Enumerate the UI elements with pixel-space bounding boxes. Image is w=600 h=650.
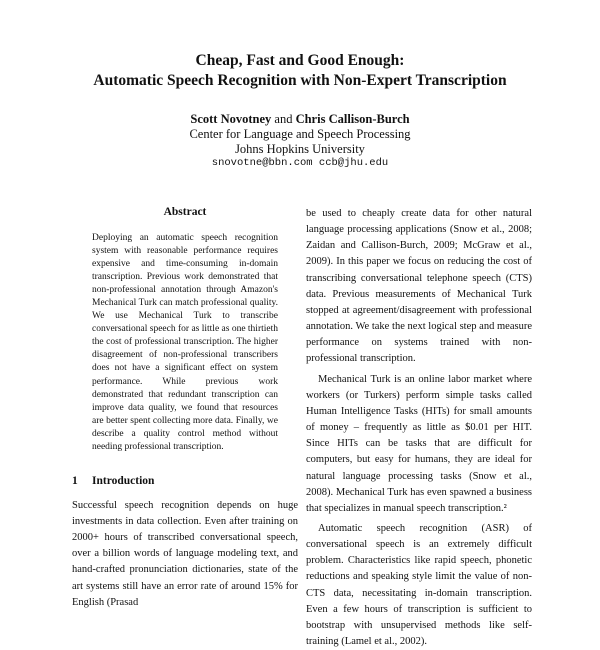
intro-paragraph-1: Successful speech recognition depends on huge investments in data collection. Even after training on 2000+ hours of transcribed conversational speech, over a billion words of language modeling text, and hand-crafted pronunciation dictionaries, state of the art systems still have an error rate of around 15% for English (Prasad <box>72 499 298 608</box>
author-2: Chris Callison-Burch <box>295 112 410 126</box>
left-column <box>72 206 298 611</box>
author-line <box>0 112 600 127</box>
right-column <box>306 206 532 650</box>
paper-title-line-2: Automatic Speech Recognition with Non-Expert Transcription <box>93 72 507 89</box>
body-paragraph-1: be used to cheaply create data for other natural language processing applications (Snow et al., 2008; Zaidan and Callison-Burch, 2009; McGraw et al., 2009). In this paper we focus on reducing the cost of transcribing conversational telephone speech (CTS) data. Previous measurements of Mechanical Turk stopped at agreement/disagreement with professional annotation. We take the next logical step and measure performance on systems trained with non-professional transcription. <box>306 208 532 365</box>
author-conjunction: and <box>274 112 293 126</box>
body-paragraph-2: Mechanical Turk is an online labor market where workers (or Turkers) perform simple tasks called Human Intelligence Tasks (HITs) for small amounts of money – frequently as little as $0.01 per HIT. Since HITs can be tasks that are difficult for computers, but easy for humans, they are ideal for natural language processing tasks (Snow et al., 2008). Mechanical Turk has even spawned a business that specializes in manual speech transcription.² <box>306 373 532 514</box>
section-number: 1 <box>72 474 78 487</box>
author-emails: snovotne@bbn.com ccb@jhu.edu <box>211 157 389 169</box>
section-title: Introduction <box>92 474 155 487</box>
body-paragraph-3: Automatic speech recognition (ASR) of conversational speech is an extremely difficult problem. Characteristics like rapid speech, phonetic reductions and speaking style limit the value of non-CTS data, necessitating in-domain transcription. Even a few hours of transcription is sufficient to bootstrap with unsupervised methods like self-training (Lamel et al., 2002). <box>306 522 532 648</box>
author-1: Scott Novotney <box>190 112 272 126</box>
affiliation-line-1: Center for Language and Speech Processing <box>189 127 411 141</box>
abstract-text: Deploying an automatic speech recognition system with reasonable performance requires expensive and time-consuming in-domain transcription. Previous work demonstrated that non-professional annotation through Amazon's Mechanical Turk can match professional quality. We use Mechanical Turk to transcribe conversational speech for as little as one thirtieth the cost of professional transcription. The higher disagreement of non-professional transcribers does not have a significant effect on system performance. While previous work demonstrated that redundant transcription can improve data quality, we found that resources are better spent collecting more data. Finally, we describe a quality control method without needing professional transcription. <box>92 233 278 452</box>
abstract-heading: Abstract <box>163 206 207 218</box>
paper-title-line-1: Cheap, Fast and Good Enough: <box>195 52 405 69</box>
affiliation-line-2: Johns Hopkins University <box>235 142 365 156</box>
section-heading-introduction <box>72 475 298 487</box>
